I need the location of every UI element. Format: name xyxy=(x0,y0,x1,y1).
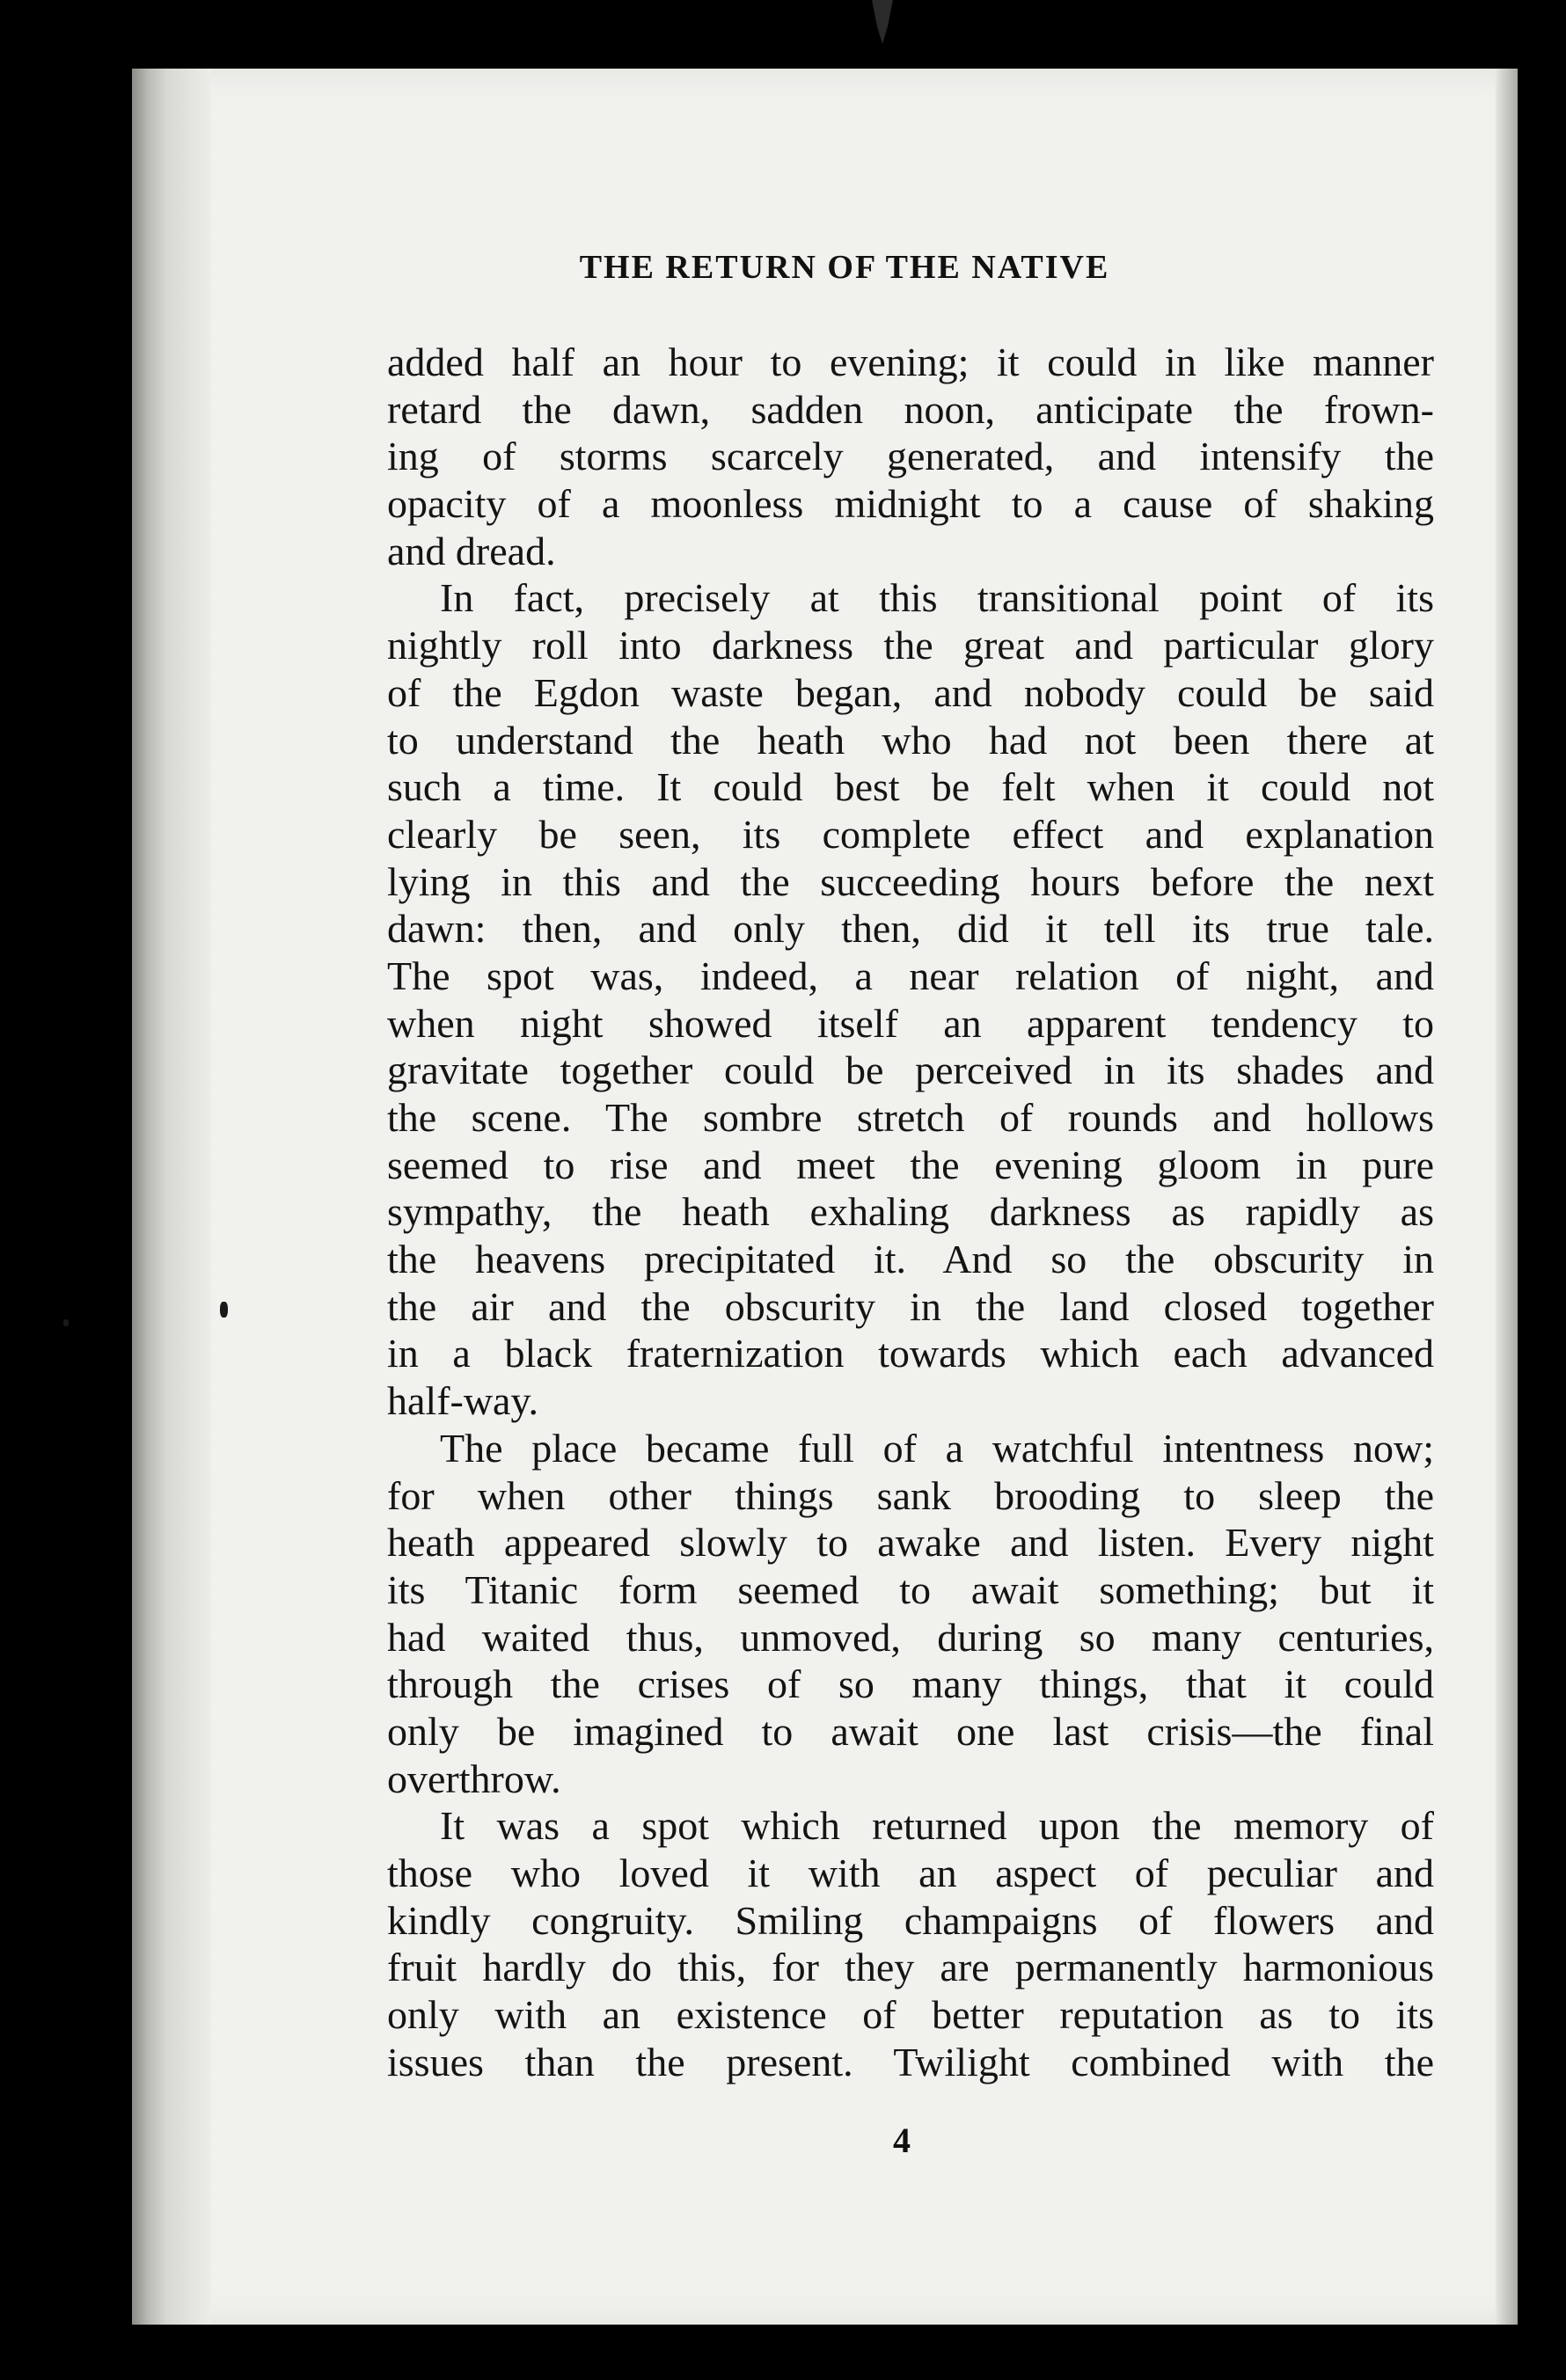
text-line: dawn: then, and only then, did it tell its true tale. xyxy=(387,906,1434,952)
text-line: for when other things sank brooding to sleep the xyxy=(387,1472,1434,1518)
text-line: added half an hour to evening; it could in like manner xyxy=(387,339,1434,384)
text-line: The spot was, indeed, a near relation of night, and xyxy=(387,953,1434,998)
text-line: clearly be seen, its complete effect and explanation xyxy=(387,811,1434,857)
text-line: in a black fraternization towards which each advanced xyxy=(387,1331,1434,1376)
text-line: retard the dawn, sadden noon, anticipate the frown- xyxy=(387,386,1434,432)
text-line: In fact, precisely at this transitional point of its xyxy=(440,575,1434,621)
text-line: heath appeared slowly to awake and listen. Every night xyxy=(387,1520,1434,1566)
text-line: issues than the present. Twilight combined with the xyxy=(387,2039,1434,2084)
text-line: half-way. xyxy=(387,1378,538,1424)
page-number: 4 xyxy=(893,2121,911,2160)
scan-artifact-mark xyxy=(869,0,896,44)
text-line: such a time. It could best be felt when it could not xyxy=(387,764,1434,810)
text-line: kindly congruity. Smiling champaigns of flowers and xyxy=(387,1897,1434,1943)
text-line: only with an existence of better reputation as to its xyxy=(387,1992,1434,2038)
text-line: the air and the obscurity in the land closed together xyxy=(387,1283,1434,1329)
page-gutter-shadow xyxy=(132,69,211,2325)
text-line: the heavens precipitated it. And so the obscurity in xyxy=(387,1237,1434,1282)
text-line: had waited thus, unmoved, during so many centuries, xyxy=(387,1614,1434,1660)
text-line: ing of storms scarcely generated, and intensify the xyxy=(387,434,1434,479)
text-line: and dread. xyxy=(387,528,556,573)
text-line: those who loved it with an aspect of peculiar and xyxy=(387,1851,1434,1895)
body-text xyxy=(387,339,1434,2085)
text-line: It was a spot which returned upon the memory of xyxy=(440,1803,1434,1849)
page-edge-shadow xyxy=(1496,69,1518,2325)
text-line: only be imagined to await one last crisis—the final xyxy=(387,1708,1434,1754)
text-line: seemed to rise and meet the evening gloom in pure xyxy=(387,1142,1434,1187)
text-line: through the crises of so many things, that it could xyxy=(387,1661,1434,1707)
running-head: THE RETURN OF THE NATIVE xyxy=(579,249,1110,286)
margin-speck xyxy=(220,1302,228,1318)
text-line: its Titanic form seemed to await something; but it xyxy=(387,1566,1434,1612)
text-line: when night showed itself an apparent tendency to xyxy=(387,1000,1434,1046)
text-line: overthrow. xyxy=(387,1756,561,1801)
text-line: opacity of a moonless midnight to a cause of shaking xyxy=(387,481,1434,527)
text-line: of the Egdon waste began, and nobody could be said xyxy=(387,669,1434,715)
text-line: sympathy, the heath exhaling darkness as rapidly as xyxy=(387,1189,1434,1235)
text-line: nightly roll into darkness the great and particular glory xyxy=(387,623,1434,668)
margin-speck xyxy=(63,1319,69,1326)
text-line: lying in this and the succeeding hours before the next xyxy=(387,858,1434,904)
text-line: to understand the heath who had not been there at xyxy=(387,717,1434,763)
text-line: the scene. The sombre stretch of rounds and hollows xyxy=(387,1095,1434,1140)
text-line: The place became full of a watchful intentness now; xyxy=(440,1425,1434,1471)
text-line: gravitate together could be perceived in its shades and xyxy=(387,1048,1434,1093)
text-line: fruit hardly do this, for they are permanently harmonious xyxy=(387,1945,1434,1990)
